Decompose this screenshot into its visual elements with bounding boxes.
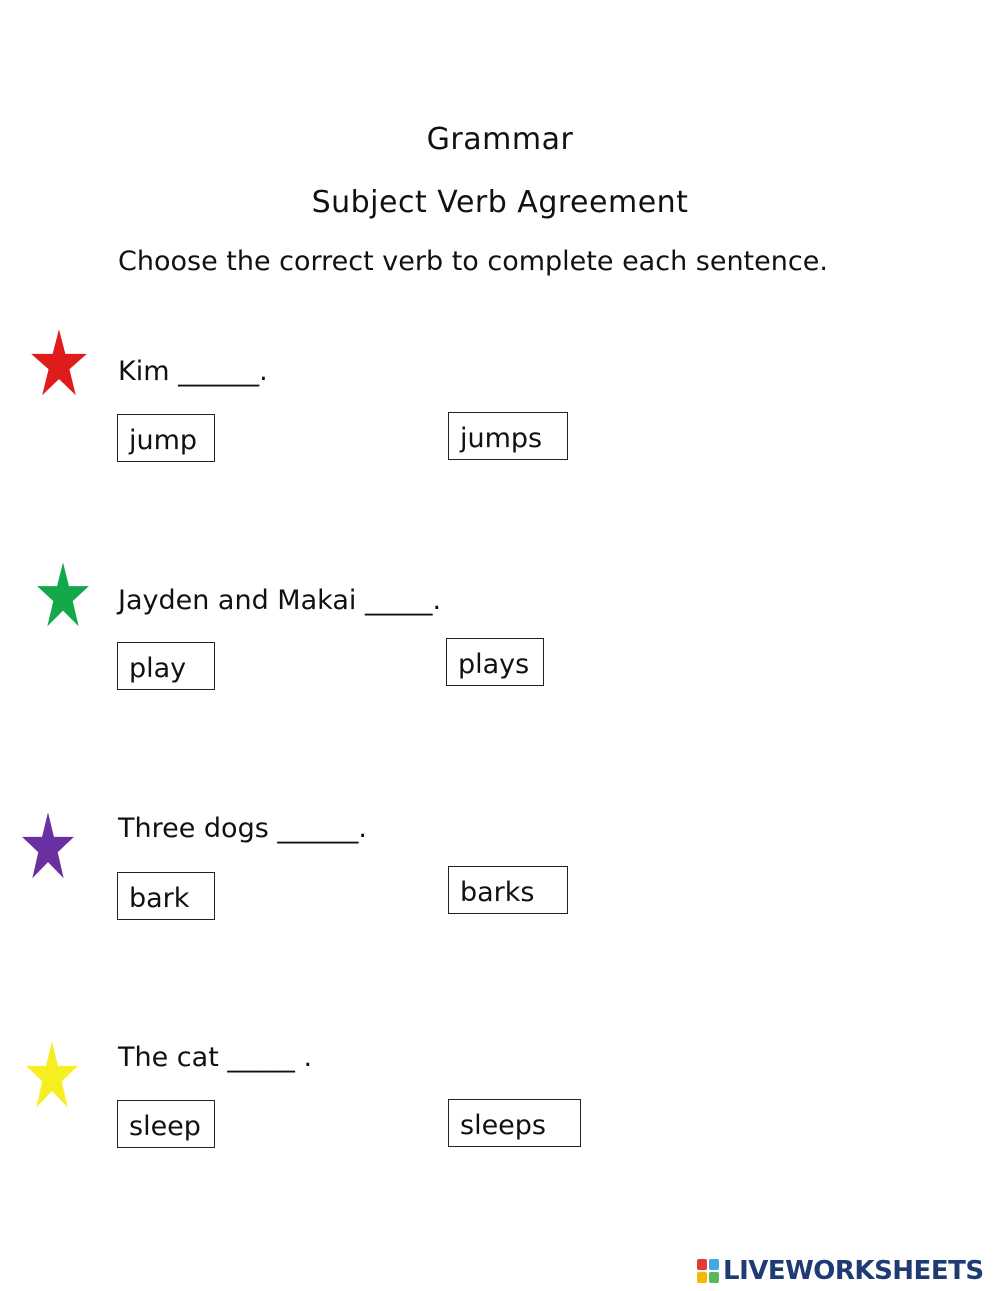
liveworksheets-logo[interactable] [697,1256,984,1286]
star-icon [25,1040,79,1110]
instructions: Choose the correct verb to complete each sentence. [118,246,828,277]
answer-option[interactable]: barks [448,866,568,914]
logo-block [697,1272,707,1283]
question-sentence: The cat _____ . [118,1042,313,1073]
logo-text: LIVEWORKSHEETS [723,1256,984,1286]
star-icon [21,811,75,881]
answer-option[interactable]: jumps [448,412,568,460]
liveworksheets-logo-icon [697,1259,719,1283]
answer-option[interactable]: sleeps [448,1099,581,1147]
worksheet-subtitle: Subject Verb Agreement [311,185,689,220]
answer-option[interactable]: play [117,642,215,690]
logo-block [709,1272,719,1283]
answer-option[interactable]: jump [117,414,215,462]
logo-block [709,1259,719,1270]
answer-option[interactable]: bark [117,872,215,920]
question-sentence: Kim ______. [118,356,268,387]
star-icon [30,328,88,398]
answer-option[interactable]: sleep [117,1100,215,1148]
logo-block [697,1259,707,1270]
question-sentence: Jayden and Makai _____. [118,585,442,616]
question-sentence: Three dogs ______. [118,813,367,844]
answer-option[interactable]: plays [446,638,544,686]
worksheet-title: Grammar [426,122,574,157]
star-icon [36,561,90,629]
